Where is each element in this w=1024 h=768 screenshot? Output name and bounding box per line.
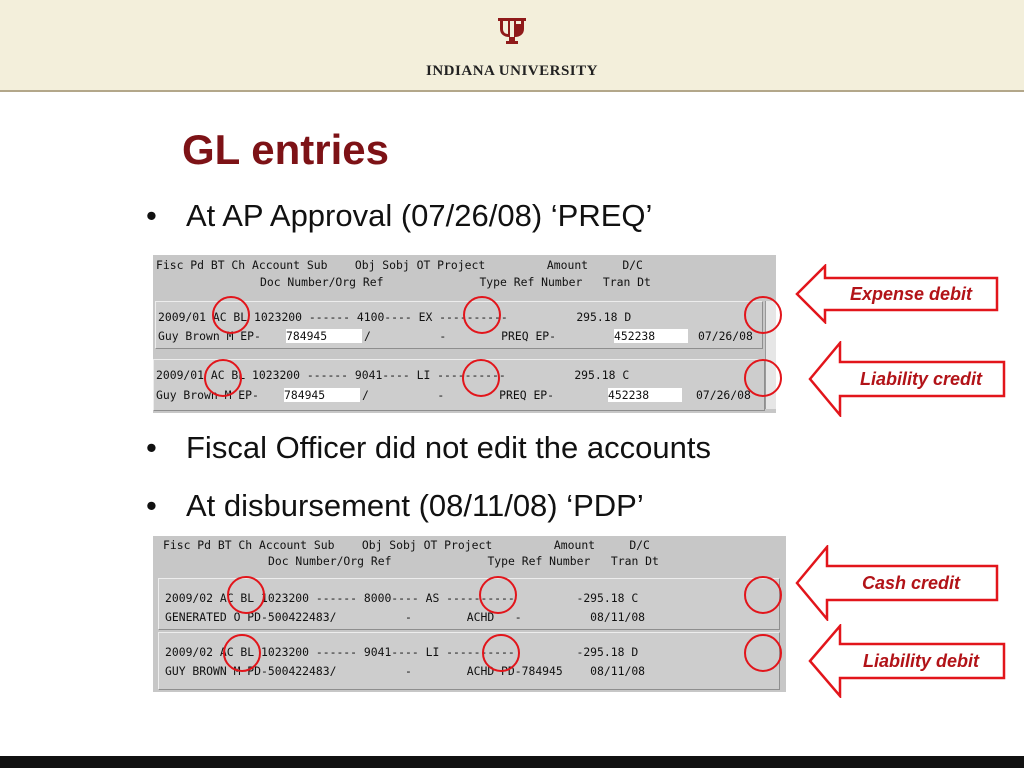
highlight-circle xyxy=(463,296,501,334)
highlight-circle xyxy=(204,359,242,397)
column-header-1: Fisc Pd BT Ch Account Sub Obj Sobj OT Project Amount D/C xyxy=(163,538,650,552)
entry-date: 07/26/08 xyxy=(696,388,751,402)
callout-label: Expense debit xyxy=(849,283,973,304)
callout-cash-credit xyxy=(795,545,1001,621)
entry-line-2: GUY BROWN M PD-500422483/ - ACHD PD-784945 08/11/08 xyxy=(165,664,646,678)
callout-expense-debit xyxy=(795,264,1001,324)
bullet-text: At disbursement (08/11/08) ‘PDP’ xyxy=(186,488,644,523)
ref-number-field[interactable]: 452238 xyxy=(614,329,688,343)
highlight-circle xyxy=(744,359,782,397)
entry-line-1: 2009/01 AC BL 1023200 ------ 9041---- LI ---------- 295.18 C xyxy=(156,368,630,382)
iu-trident-icon xyxy=(496,14,528,48)
callout-label: Liability debit xyxy=(862,650,979,671)
bullet-icon: • xyxy=(146,488,157,523)
callout-liability-credit xyxy=(808,341,1008,417)
highlight-circle xyxy=(479,576,517,614)
highlight-circle xyxy=(744,576,782,614)
callout-liability-debit xyxy=(808,624,1008,698)
callout-label: Liability credit xyxy=(859,368,983,389)
slide-title: GL entries xyxy=(182,126,389,173)
preq-gl-panel xyxy=(153,255,776,413)
entry-line-1: 2009/02 AC BL 1023200 ------ 9041---- LI ---------- -295.18 D xyxy=(165,645,639,659)
footer-bar xyxy=(0,756,1024,768)
bullet-fiscal-officer xyxy=(146,430,711,466)
bullet-pdp xyxy=(146,488,644,524)
entry-type: / - PREQ EP- xyxy=(364,329,557,343)
header-band xyxy=(0,0,1024,92)
entry-name: Guy Brown M EP- xyxy=(156,388,259,402)
highlight-circle xyxy=(462,359,500,397)
entry-type: / - PREQ EP- xyxy=(362,388,555,402)
highlight-circle xyxy=(744,296,782,334)
column-header-2: Doc Number/Org Ref Type Ref Number Tran Dt xyxy=(260,275,651,289)
bullet-preq xyxy=(146,198,652,234)
highlight-circle xyxy=(223,634,261,672)
bullet-icon: • xyxy=(146,430,157,465)
university-name: INDIANA UNIVERSITY xyxy=(426,63,598,79)
highlight-circle xyxy=(744,634,782,672)
bullet-icon: • xyxy=(146,198,157,233)
bullet-text: At AP Approval (07/26/08) ‘PREQ’ xyxy=(186,198,653,233)
entry-line-1: 2009/01 AC BL 1023200 ------ 4100---- EX ---------- 295.18 D xyxy=(158,310,632,324)
entry-line-1: 2009/02 AC BL 1023200 ------ 8000---- AS ---------- -295.18 C xyxy=(165,591,639,605)
entry-name: Guy Brown M EP- xyxy=(158,329,261,343)
highlight-circle xyxy=(212,296,250,334)
bullet-text: Fiscal Officer did not edit the accounts xyxy=(186,430,711,465)
entry-line-2: GENERATED O PD-500422483/ - ACHD - 08/11/08 xyxy=(165,610,646,624)
doc-number-field[interactable]: 784945 xyxy=(286,329,362,343)
gl-entry-row[interactable] xyxy=(153,359,765,411)
doc-number-field[interactable]: 784945 xyxy=(284,388,360,402)
entry-date: 07/26/08 xyxy=(698,329,753,343)
callout-label: Cash credit xyxy=(861,572,961,593)
highlight-circle xyxy=(227,576,265,614)
column-header-2: Doc Number/Org Ref Type Ref Number Tran Dt xyxy=(268,554,659,568)
column-header-1: Fisc Pd BT Ch Account Sub Obj Sobj OT Project Amount D/C xyxy=(156,258,643,272)
ref-number-field[interactable]: 452238 xyxy=(608,388,682,402)
highlight-circle xyxy=(482,634,520,672)
